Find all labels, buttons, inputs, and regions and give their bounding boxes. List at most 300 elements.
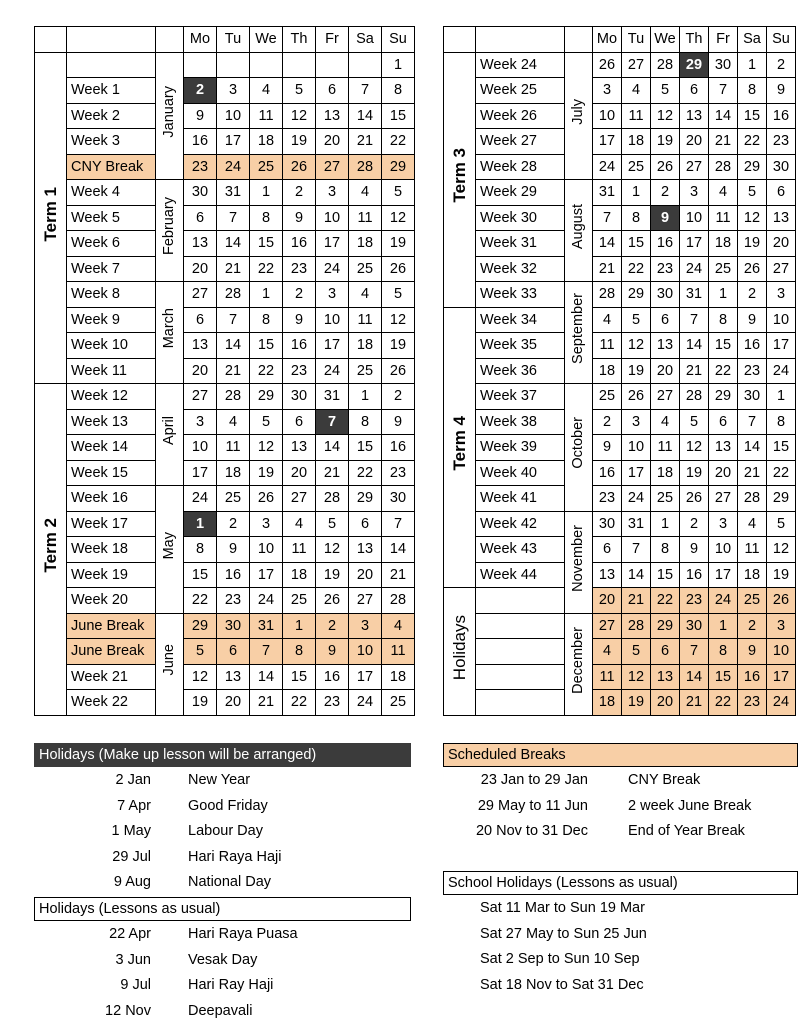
- list-item: [34, 794, 411, 820]
- holiday-day-cell: 1: [184, 511, 217, 537]
- day-cell: 24: [349, 690, 382, 716]
- week-row: [35, 256, 415, 282]
- day-cell: 13: [593, 562, 622, 588]
- day-cell: 27: [349, 588, 382, 614]
- day-cell: 27: [709, 486, 738, 512]
- day-cell: 23: [184, 154, 217, 180]
- day-cell: 3: [767, 613, 796, 639]
- day-cell: 12: [622, 664, 651, 690]
- day-cell: 14: [217, 231, 250, 257]
- day-cell: 20: [593, 588, 622, 614]
- day-cell: 21: [680, 358, 709, 384]
- day-cell: 6: [709, 409, 738, 435]
- day-cell: 14: [250, 664, 283, 690]
- day-cell: 15: [709, 333, 738, 359]
- day-cell: [184, 52, 217, 78]
- school-holidays-list: [443, 896, 798, 998]
- day-cell: 4: [283, 511, 316, 537]
- week-label: [476, 639, 565, 665]
- day-cell: 20: [767, 231, 796, 257]
- day-cell: 7: [680, 639, 709, 665]
- day-cell: 11: [349, 307, 382, 333]
- day-cell: 24: [250, 588, 283, 614]
- day-cell: 27: [316, 154, 349, 180]
- month-label-text: January: [161, 85, 178, 138]
- week-label: Week 33: [476, 282, 565, 308]
- week-row: [35, 282, 415, 308]
- day-cell: 12: [651, 103, 680, 129]
- list-item: [443, 896, 798, 922]
- week-row: [35, 307, 415, 333]
- day-cell: 19: [767, 562, 796, 588]
- day-cell: 29: [738, 154, 767, 180]
- day-cell: 16: [283, 231, 316, 257]
- month-label: [156, 613, 184, 715]
- day-cell: 8: [382, 78, 415, 104]
- week-label: Week 22: [67, 690, 156, 716]
- term-label: [35, 384, 67, 716]
- day-cell: 23: [382, 460, 415, 486]
- day-cell: 25: [349, 358, 382, 384]
- day-cell: 11: [349, 205, 382, 231]
- item-date: 2 Jan: [115, 772, 151, 788]
- day-cell: 17: [316, 231, 349, 257]
- week-label: Week 14: [67, 435, 156, 461]
- day-header: Tu: [622, 27, 651, 53]
- day-cell: 13: [651, 664, 680, 690]
- day-cell: 30: [709, 52, 738, 78]
- day-cell: 25: [217, 486, 250, 512]
- day-cell: 7: [738, 409, 767, 435]
- week-label: Week 41: [476, 486, 565, 512]
- day-cell: 4: [593, 307, 622, 333]
- week-row: [444, 282, 796, 308]
- day-cell: 28: [217, 282, 250, 308]
- day-cell: 1: [738, 52, 767, 78]
- day-cell: 7: [217, 307, 250, 333]
- day-cell: 24: [217, 154, 250, 180]
- item-date: 22 Apr: [109, 926, 151, 942]
- week-row: [35, 460, 415, 486]
- week-row: [35, 435, 415, 461]
- day-cell: 8: [767, 409, 796, 435]
- day-cell: 30: [738, 384, 767, 410]
- day-cell: 21: [349, 129, 382, 155]
- day-cell: 30: [283, 384, 316, 410]
- list-item: [443, 794, 798, 820]
- week-label: Week 44: [476, 562, 565, 588]
- day-cell: 23: [217, 588, 250, 614]
- item-text: Sat 18 Nov to Sat 31 Dec: [480, 976, 644, 993]
- day-cell: 16: [767, 103, 796, 129]
- item-date: 29 Jul: [112, 848, 151, 865]
- day-cell: 20: [217, 690, 250, 716]
- day-cell: 24: [622, 486, 651, 512]
- week-label: Week 3: [67, 129, 156, 155]
- item-date: 20 Nov to 31 Dec: [475, 823, 588, 839]
- day-cell: 24: [767, 358, 796, 384]
- day-header: Th: [283, 27, 316, 53]
- day-cell: 23: [738, 690, 767, 716]
- term-label: [444, 52, 476, 307]
- day-cell: 13: [680, 103, 709, 129]
- week-label: June Break: [67, 639, 156, 665]
- day-cell: 27: [283, 486, 316, 512]
- day-cell: 5: [622, 639, 651, 665]
- month-label: [565, 180, 593, 282]
- holiday-day-cell: 9: [651, 205, 680, 231]
- day-cell: 5: [738, 180, 767, 206]
- day-cell: 15: [250, 333, 283, 359]
- day-cell: 15: [622, 231, 651, 257]
- day-header: Su: [767, 27, 796, 53]
- week-label: Week 36: [476, 358, 565, 384]
- day-cell: 15: [738, 103, 767, 129]
- week-label: Week 25: [476, 78, 565, 104]
- day-cell: 19: [250, 460, 283, 486]
- day-cell: 25: [382, 690, 415, 716]
- month-label-text: November: [570, 524, 587, 592]
- day-cell: [250, 52, 283, 78]
- day-cell: 6: [184, 307, 217, 333]
- item-name: Hari Ray Haji: [188, 977, 274, 993]
- week-row: [35, 358, 415, 384]
- day-cell: 28: [382, 588, 415, 614]
- day-cell: 14: [316, 435, 349, 461]
- day-cell: 24: [316, 256, 349, 282]
- day-cell: 10: [316, 205, 349, 231]
- day-cell: [316, 52, 349, 78]
- day-cell: 30: [680, 613, 709, 639]
- day-cell: 4: [651, 409, 680, 435]
- day-cell: 11: [250, 103, 283, 129]
- week-row: [35, 384, 415, 410]
- day-cell: 12: [382, 205, 415, 231]
- day-cell: 2: [316, 613, 349, 639]
- day-cell: 17: [680, 231, 709, 257]
- month-label: [156, 384, 184, 486]
- day-cell: 6: [217, 639, 250, 665]
- day-cell: 23: [593, 486, 622, 512]
- day-cell: 29: [250, 384, 283, 410]
- week-label: Week 8: [67, 282, 156, 308]
- day-cell: 16: [217, 562, 250, 588]
- day-cell: 30: [767, 154, 796, 180]
- week-row: [444, 307, 796, 333]
- week-label: Week 19: [67, 562, 156, 588]
- day-cell: 30: [651, 282, 680, 308]
- day-cell: 6: [767, 180, 796, 206]
- item-date: 7 Apr: [117, 797, 151, 814]
- day-cell: 27: [593, 613, 622, 639]
- day-cell: 21: [680, 690, 709, 716]
- day-cell: 13: [184, 333, 217, 359]
- day-cell: 21: [738, 460, 767, 486]
- day-cell: 2: [767, 52, 796, 78]
- day-cell: [217, 52, 250, 78]
- week-label: Week 28: [476, 154, 565, 180]
- day-cell: 18: [651, 460, 680, 486]
- day-cell: 29: [651, 613, 680, 639]
- week-label: Week 35: [476, 333, 565, 359]
- day-cell: 20: [349, 562, 382, 588]
- day-cell: 7: [709, 78, 738, 104]
- day-cell: 8: [250, 205, 283, 231]
- week-row: [444, 205, 796, 231]
- day-cell: 1: [709, 613, 738, 639]
- day-header: We: [651, 27, 680, 53]
- day-cell: 16: [593, 460, 622, 486]
- day-cell: 16: [184, 129, 217, 155]
- month-label: [565, 511, 593, 613]
- week-row: [444, 231, 796, 257]
- week-row: [35, 129, 415, 155]
- term-label-text: Term 3: [450, 148, 469, 203]
- day-cell: 19: [382, 231, 415, 257]
- holidays-usual-header: Holidays (Lessons as usual): [34, 897, 411, 921]
- day-cell: 20: [316, 129, 349, 155]
- list-item: [443, 819, 798, 845]
- day-cell: 29: [184, 613, 217, 639]
- week-label: Week 5: [67, 205, 156, 231]
- day-cell: 30: [217, 613, 250, 639]
- holidays-makeup-header: Holidays (Make up lesson will be arranged): [34, 743, 411, 767]
- day-cell: 20: [680, 129, 709, 155]
- list-item: [34, 999, 411, 1024]
- day-cell: 28: [680, 384, 709, 410]
- day-cell: 23: [680, 588, 709, 614]
- day-header: We: [250, 27, 283, 53]
- day-cell: 20: [184, 358, 217, 384]
- day-cell: 22: [283, 690, 316, 716]
- week-label: [476, 588, 565, 614]
- week-row: [444, 409, 796, 435]
- day-cell: 2: [738, 282, 767, 308]
- item-name: Good Friday: [188, 797, 268, 814]
- term-label: [35, 52, 67, 384]
- day-cell: 2: [593, 409, 622, 435]
- item-date: 23 Jan to 29 Jan: [480, 772, 588, 788]
- day-cell: 18: [382, 664, 415, 690]
- week-row: [35, 205, 415, 231]
- term-label-text: Term 2: [41, 518, 60, 573]
- week-label: Week 16: [67, 486, 156, 512]
- month-label-text: February: [161, 197, 178, 256]
- month-label-text: April: [161, 415, 178, 445]
- holidays-makeup-list: [34, 768, 411, 896]
- day-cell: 26: [593, 52, 622, 78]
- day-cell: 20: [709, 460, 738, 486]
- day-cell: 9: [217, 537, 250, 563]
- item-name: Hari Raya Puasa: [188, 926, 298, 942]
- day-cell: 26: [382, 256, 415, 282]
- week-row: [444, 664, 796, 690]
- day-cell: 28: [651, 52, 680, 78]
- day-cell: 13: [283, 435, 316, 461]
- day-cell: 20: [283, 460, 316, 486]
- item-name: 2 week June Break: [628, 797, 752, 814]
- day-cell: 14: [217, 333, 250, 359]
- day-cell: 31: [622, 511, 651, 537]
- day-cell: 14: [349, 103, 382, 129]
- week-label: Week 29: [476, 180, 565, 206]
- week-label: Week 9: [67, 307, 156, 333]
- week-label: [476, 664, 565, 690]
- day-cell: 26: [622, 384, 651, 410]
- day-cell: 31: [217, 180, 250, 206]
- item-name: Deepavali: [188, 1002, 253, 1019]
- day-cell: 3: [316, 180, 349, 206]
- day-cell: 9: [593, 435, 622, 461]
- week-row: [35, 154, 415, 180]
- day-cell: 9: [767, 78, 796, 104]
- day-cell: 27: [767, 256, 796, 282]
- day-cell: 15: [184, 562, 217, 588]
- day-cell: 16: [382, 435, 415, 461]
- day-cell: 20: [184, 256, 217, 282]
- week-label: Week 15: [67, 460, 156, 486]
- day-cell: 26: [738, 256, 767, 282]
- month-label-text: July: [570, 98, 587, 125]
- week-label: Week 31: [476, 231, 565, 257]
- day-cell: 16: [651, 231, 680, 257]
- day-cell: 17: [349, 664, 382, 690]
- day-cell: 18: [349, 333, 382, 359]
- day-cell: 6: [349, 511, 382, 537]
- month-label-text: October: [570, 417, 587, 470]
- day-cell: 22: [738, 129, 767, 155]
- week-label: Week 21: [67, 664, 156, 690]
- list-item: [34, 922, 411, 948]
- day-cell: 31: [593, 180, 622, 206]
- week-row: [444, 486, 796, 512]
- day-cell: 25: [250, 154, 283, 180]
- day-cell: 18: [622, 129, 651, 155]
- day-cell: 17: [767, 664, 796, 690]
- day-cell: 22: [349, 460, 382, 486]
- day-cell: 3: [250, 511, 283, 537]
- month-label-text: June: [161, 644, 178, 676]
- day-cell: 22: [709, 358, 738, 384]
- day-cell: 1: [382, 52, 415, 78]
- day-header: Su: [382, 27, 415, 53]
- week-row: [444, 180, 796, 206]
- day-cell: 11: [593, 664, 622, 690]
- day-cell: 18: [593, 690, 622, 716]
- week-label: [67, 52, 156, 78]
- week-label: Week 17: [67, 511, 156, 537]
- header-blank: [35, 27, 67, 53]
- day-cell: 11: [382, 639, 415, 665]
- day-cell: 4: [709, 180, 738, 206]
- day-cell: 18: [738, 562, 767, 588]
- day-cell: 4: [349, 180, 382, 206]
- day-cell: 8: [250, 307, 283, 333]
- item-date: 9 Aug: [113, 874, 151, 890]
- day-cell: 7: [250, 639, 283, 665]
- day-cell: 12: [680, 435, 709, 461]
- day-cell: 19: [622, 358, 651, 384]
- item-text: Sat 2 Sep to Sun 10 Sep: [480, 951, 640, 967]
- day-header: Sa: [738, 27, 767, 53]
- day-cell: 29: [622, 282, 651, 308]
- list-item: [34, 768, 411, 794]
- day-cell: 13: [217, 664, 250, 690]
- day-cell: 12: [767, 537, 796, 563]
- day-cell: 29: [709, 384, 738, 410]
- day-cell: 10: [622, 435, 651, 461]
- term-label-text: Term 4: [450, 416, 469, 471]
- week-row: [444, 460, 796, 486]
- day-cell: 10: [680, 205, 709, 231]
- day-cell: 9: [283, 205, 316, 231]
- day-cell: 5: [283, 78, 316, 104]
- day-cell: 13: [651, 333, 680, 359]
- day-cell: 26: [382, 358, 415, 384]
- day-cell: 7: [680, 307, 709, 333]
- week-label: Week 20: [67, 588, 156, 614]
- week-row: [35, 639, 415, 665]
- day-cell: [349, 52, 382, 78]
- day-header-row: [35, 27, 415, 53]
- day-cell: 14: [382, 537, 415, 563]
- day-cell: 15: [382, 103, 415, 129]
- day-cell: 23: [283, 358, 316, 384]
- item-name: End of Year Break: [628, 823, 745, 839]
- item-date: 3 Jun: [115, 951, 151, 968]
- day-cell: 19: [184, 690, 217, 716]
- day-cell: 16: [738, 333, 767, 359]
- day-header: Mo: [184, 27, 217, 53]
- day-cell: 5: [250, 409, 283, 435]
- day-cell: 2: [217, 511, 250, 537]
- week-label: Week 2: [67, 103, 156, 129]
- day-cell: 18: [283, 562, 316, 588]
- header-blank: [476, 27, 565, 53]
- day-cell: 1: [283, 613, 316, 639]
- day-cell: 7: [622, 537, 651, 563]
- day-cell: 22: [250, 256, 283, 282]
- day-cell: 25: [651, 486, 680, 512]
- day-cell: 1: [349, 384, 382, 410]
- day-header: Fr: [709, 27, 738, 53]
- month-label: [156, 486, 184, 614]
- day-cell: 8: [738, 78, 767, 104]
- day-cell: 4: [349, 282, 382, 308]
- list-item: [443, 922, 798, 948]
- day-cell: 25: [738, 588, 767, 614]
- day-cell: 11: [593, 333, 622, 359]
- day-cell: 6: [593, 537, 622, 563]
- day-cell: 12: [622, 333, 651, 359]
- day-cell: 5: [680, 409, 709, 435]
- item-name: Hari Raya Haji: [188, 848, 282, 865]
- item-name: National Day: [188, 874, 272, 890]
- day-cell: 8: [184, 537, 217, 563]
- day-cell: 27: [184, 282, 217, 308]
- day-cell: 24: [184, 486, 217, 512]
- week-row: [444, 154, 796, 180]
- day-cell: 23: [283, 256, 316, 282]
- day-cell: 15: [283, 664, 316, 690]
- day-cell: 30: [382, 486, 415, 512]
- day-cell: 18: [217, 460, 250, 486]
- day-cell: 18: [593, 358, 622, 384]
- day-cell: 15: [250, 231, 283, 257]
- month-label: [156, 180, 184, 282]
- day-cell: 21: [622, 588, 651, 614]
- list-item: [34, 870, 411, 896]
